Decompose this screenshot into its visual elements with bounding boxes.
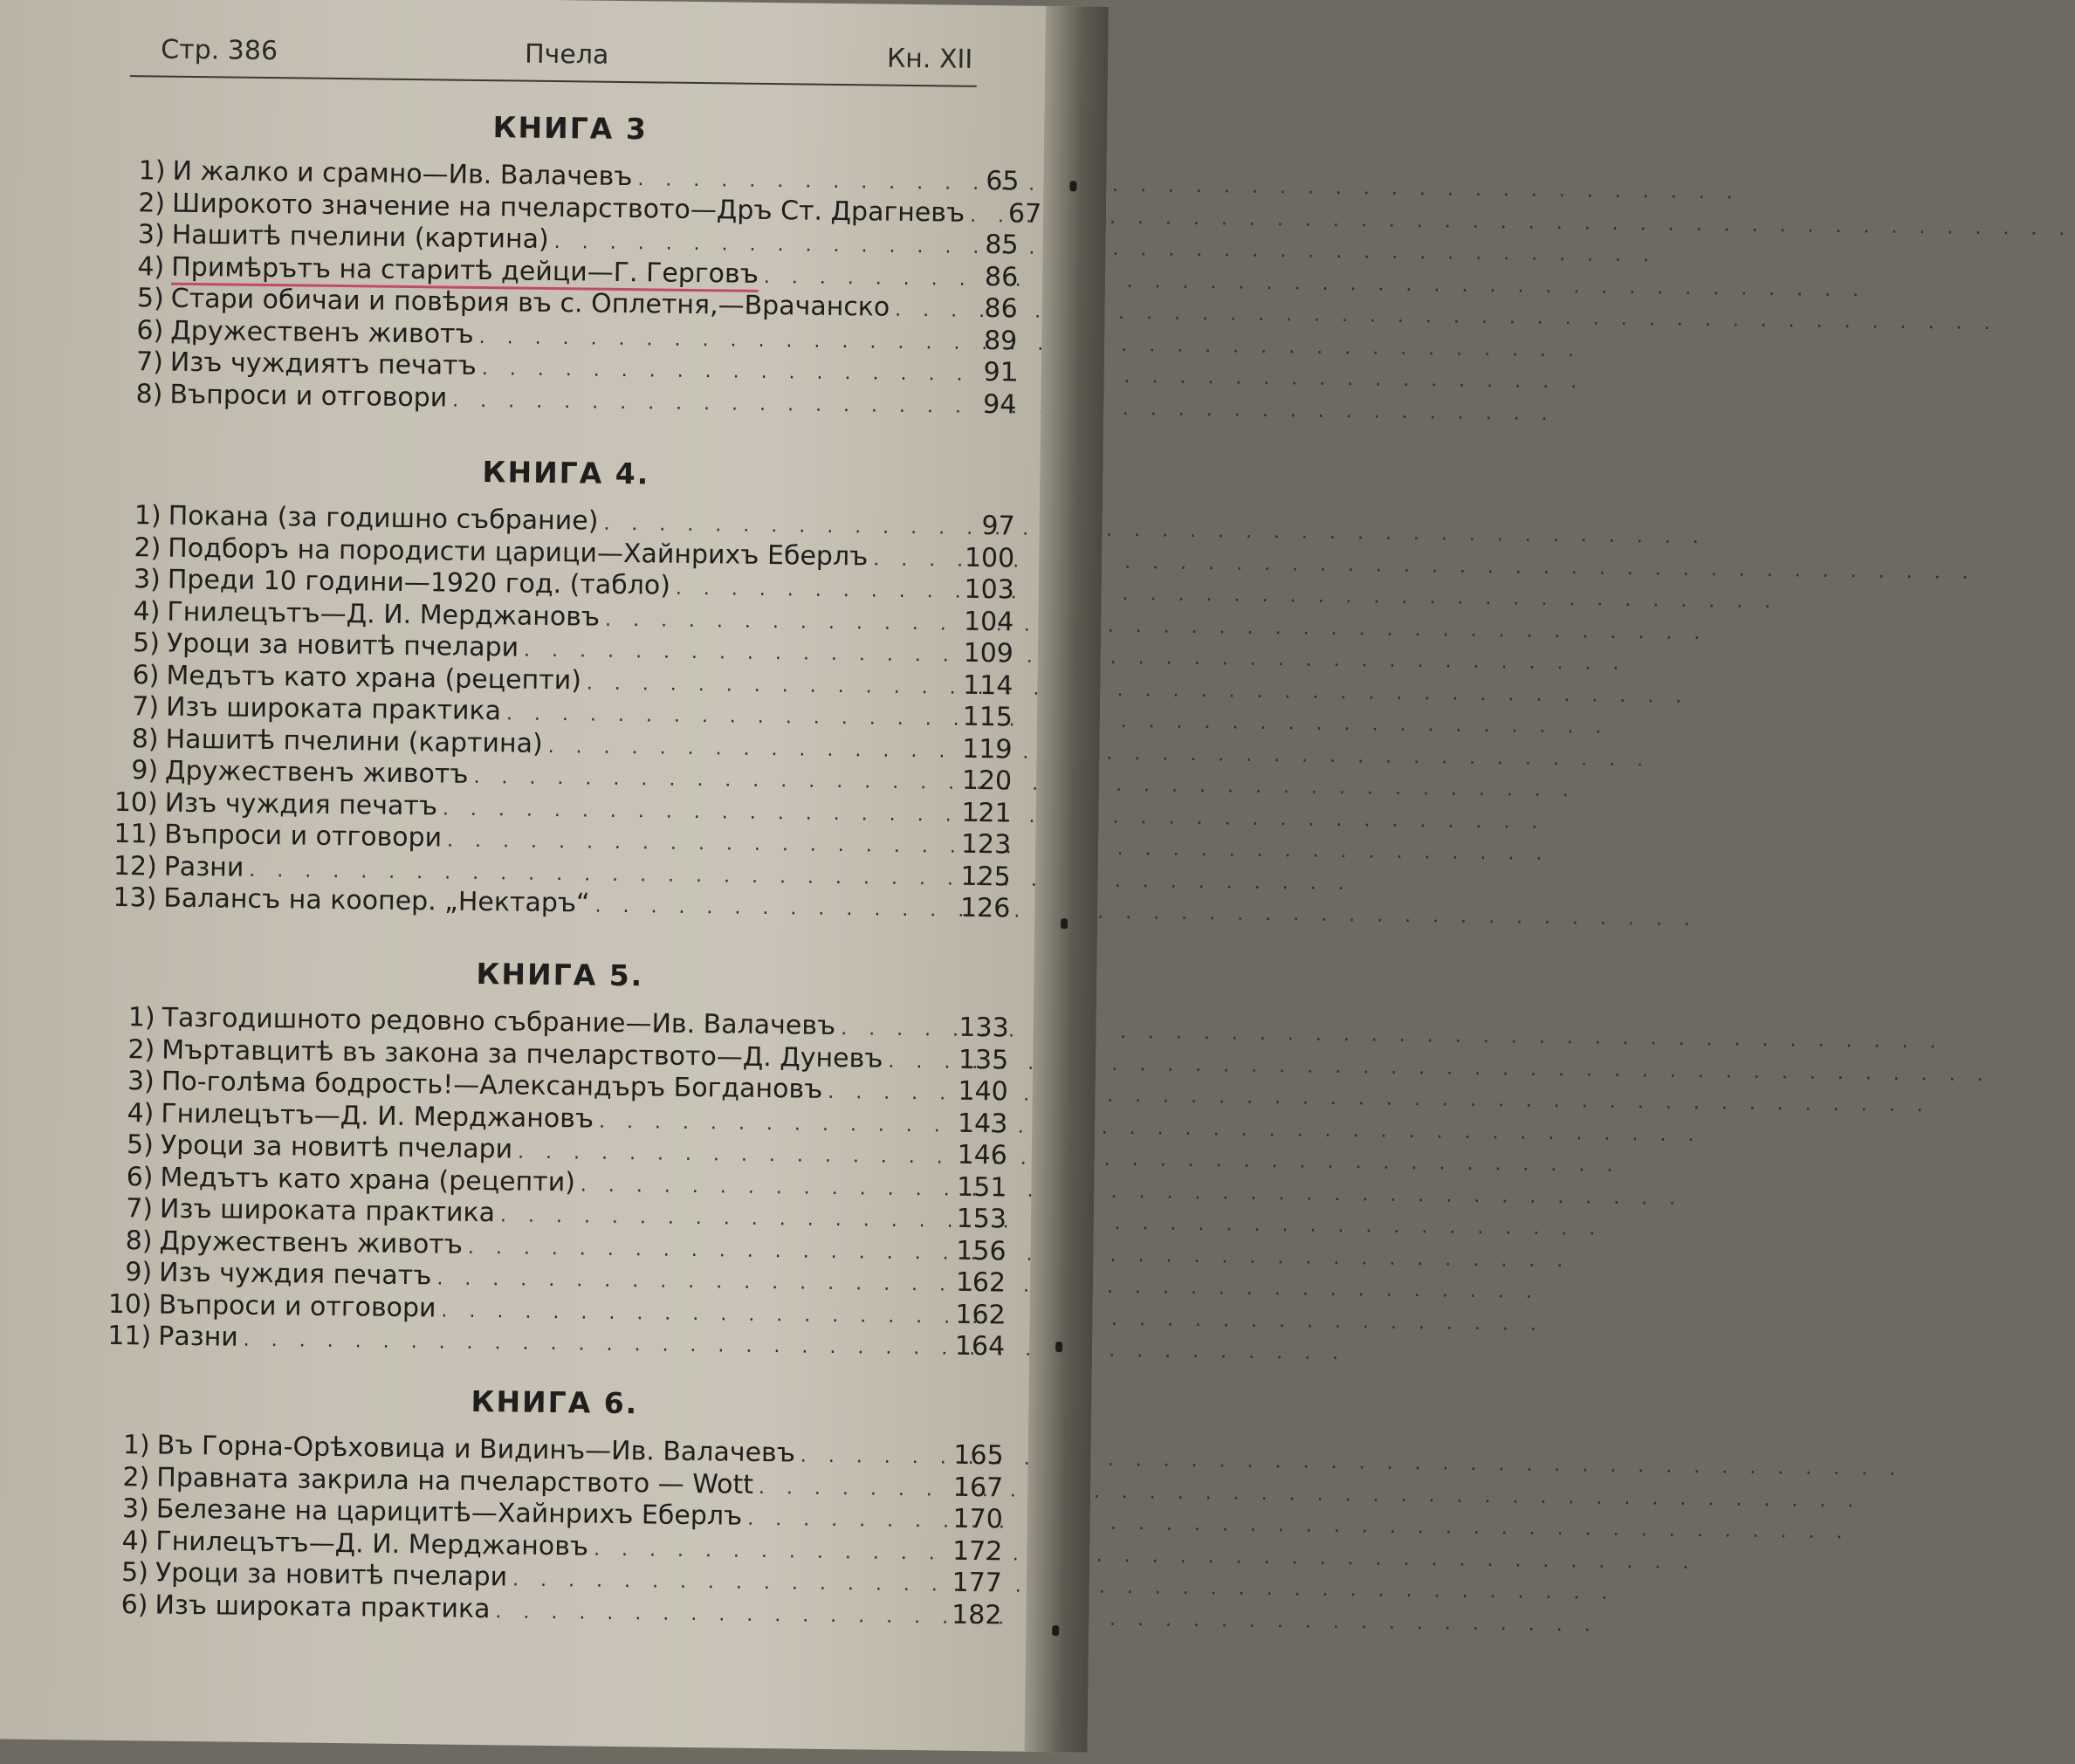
dot-leader [890,295,957,327]
dot-leader [589,891,949,928]
entry-page: 121 [961,797,1012,828]
entry-page: 120 [961,765,1013,797]
binding-stitch [1055,1342,1062,1352]
entry-title: Дружественъ животъ [159,1225,464,1260]
entry-title: Широкото значение на пчеларството—Дръ Ст. Драгневъ [171,188,965,229]
entry-page: 89 [983,325,1018,357]
dot-leader [753,1472,943,1506]
entry-title: Нашитѣ пчелини (картина) [171,219,549,255]
entry-number: 7) [135,347,164,378]
entry-page: 182 [951,1599,1002,1630]
entry-number: 1) [134,500,161,532]
entry-page: 103 [964,573,1014,606]
entry-title: Медътъ като храна (рецепти) [160,1162,576,1198]
entry-page: 156 [956,1235,1007,1266]
volume-label: Кн. XII [886,43,973,75]
entry-number: 5) [126,1129,155,1161]
book-section [102,1374,1004,1632]
entry-title: Стари обичаи и повѣрия въ с. Оплетня,—Врачанско [170,283,890,323]
entry-number: 11) [113,818,158,850]
entry-page: 153 [956,1203,1007,1235]
book-section [117,100,1042,422]
entry-number: 6) [136,314,164,347]
book-heading: КНИГА 3 [492,110,649,147]
entry-title: Въ Горна-Орѣховица и Видинъ—Ив. Валачевъ [156,1430,796,1469]
entry-page: 125 [960,861,1011,892]
entry-page: 140 [958,1075,1008,1108]
entry-page: 133 [958,1012,1009,1044]
entry-number: 1) [122,1430,150,1461]
entry-page: 67 [1007,197,1042,230]
book-section [111,444,1016,925]
entry-title: Разни [163,851,244,883]
dot-leader [575,1170,946,1206]
entry-title: Примѣрътъ на старитѣ дейци—Г. Герговъ [171,251,759,290]
entry-title: Въпроси и отговори [169,379,448,414]
entry-title: Нашитѣ пчелини (картина) [165,724,543,759]
entry-number: 11) [107,1320,152,1352]
entry-page: 164 [954,1330,1006,1362]
entry-title: Изъ чуждиятъ печатъ [169,347,478,381]
entry-number: 1) [138,155,166,187]
entry-title: Преди 10 години—1920 год. (табло) [167,564,671,601]
entry-title: Изъ чуждия печатъ [164,787,438,821]
book-section [106,946,1010,1363]
entry-title: Изъ чуждия печатъ [158,1257,432,1292]
entry-page: 162 [955,1266,1007,1299]
entry-page: 104 [963,606,1014,637]
entry-title: Изъ широката практика [155,1589,491,1624]
entry-title: Уроци за новитѣ пчелари [160,1129,513,1165]
entry-number: 5) [132,628,161,659]
dot-leader [670,573,953,608]
entry-number: 9) [125,1257,153,1288]
entry-page: 170 [952,1503,1003,1535]
entry-title: Медътъ като храна (рецепти) [166,660,582,696]
entry-title: Гнилецътъ—Д. И. Мерджановъ [155,1526,589,1562]
binding-stitch [1069,181,1076,191]
entry-number: 4) [121,1525,149,1556]
dot-leader [447,385,956,423]
entry-title: Изъ широката практика [159,1193,496,1229]
entry-page: 115 [962,701,1013,733]
entry-page: 100 [964,542,1015,573]
entry-title: Мъртавцитѣ въ закона за пчеларството—Д. Дуневъ [161,1034,883,1074]
binding-stitch [1052,1625,1059,1636]
dot-leader [742,1504,942,1538]
entry-title: Изъ широката практика [165,691,502,727]
entry-page: 114 [962,669,1013,701]
entry-number: 8) [125,1225,153,1256]
entry-page: 172 [952,1535,1003,1567]
entry-number: 2) [127,1033,155,1065]
dot-leader [795,1440,943,1474]
entry-page: 85 [985,230,1019,261]
dot-leader [868,544,953,577]
dot-leader [542,731,951,767]
entry-number: 4) [127,1097,155,1129]
entry-page: 109 [963,637,1014,669]
entry-number: 4) [137,251,165,283]
entry-title: Балансъ на коопер. „Нектаръ“ [163,882,590,919]
entry-title: Гнилецътъ—Д. И. Мерджановъ [167,596,601,633]
dot-leader [507,1564,941,1602]
entry-title: Разни [158,1321,239,1353]
entry-title: Подборъ на породисти царици—Хайнрихъ Еберлъ [168,532,869,572]
entry-page: 65 [986,166,1020,197]
entry-number: 4) [133,595,161,628]
entry-number: 6) [132,659,160,691]
entry-title: Гнилецътъ—Д. И. Мерджановъ [161,1098,594,1135]
entry-title: Тазгодишното редовно събрание—Ив. Валачевъ [161,1002,836,1042]
entry-number: 1) [127,1002,155,1033]
entry-page: 86 [984,261,1019,293]
entry-title: Белезане на царицитѣ—Хайнрихъ Еберлъ [155,1493,743,1532]
dot-leader [883,1046,947,1078]
dot-leader [965,200,980,232]
entry-title: Въпроси и отговори [158,1289,436,1323]
entry-number: 8) [131,723,159,755]
dot-leader [581,668,952,704]
entry-title: Уроци за новитѣ пчелари [166,628,519,663]
entry-page: 167 [952,1472,1004,1503]
running-header [161,30,972,78]
entry-title: Правната закрила на пчеларството — Wott [156,1462,754,1500]
entry-number: 9) [131,755,159,786]
entry-page: 126 [959,892,1011,924]
book-heading: КНИГА 6. [471,1383,639,1421]
entry-number: 3) [121,1493,150,1525]
entry-page: 146 [957,1139,1008,1171]
binding-stitch [1061,918,1068,929]
book-heading: КНИГА 4. [482,455,650,491]
dot-leader [519,635,952,673]
entry-page: 151 [956,1171,1007,1203]
entry-number: 13) [113,882,157,914]
book-heading: КНИГА 5. [476,956,644,993]
entry-number: 3) [133,564,161,595]
entry-page: 91 [983,357,1018,388]
entry-number: 6) [126,1161,154,1192]
entry-page: 165 [953,1439,1004,1472]
entry-number: 3) [127,1066,155,1097]
dot-leader [501,698,952,736]
entry-title: Въпроси и отговори [164,819,443,854]
entry-page: 177 [952,1567,1003,1599]
entry-page: 119 [962,733,1013,765]
entry-title: Уроци за новитѣ пчелари [155,1557,508,1593]
entry-number: 6) [120,1589,148,1620]
entry-title: Дружественъ животъ [164,755,469,790]
entry-title: По-голѣма бодрость!—Александъръ Богдановъ [161,1066,823,1105]
entry-page: 135 [958,1044,1009,1075]
entry-page: 97 [981,511,1015,542]
entry-number: 3) [137,219,165,251]
entry-number: 2) [134,532,161,564]
entry-page: 123 [960,828,1012,861]
entry-title: Покана (за годишно събрание) [168,500,599,537]
dot-leader [490,1596,940,1634]
dot-leader [495,1200,945,1238]
entry-number: 5) [120,1557,149,1589]
entry-number: 5) [136,283,165,314]
entry-number: 8) [135,378,163,410]
entry-page: 86 [984,293,1018,325]
page-number: Стр. 386 [161,34,278,67]
entry-number: 10) [107,1288,152,1320]
entry-page: 143 [957,1108,1008,1139]
entry-number: 2) [138,187,166,219]
dot-leader [835,1013,948,1047]
dot-leader [600,604,953,640]
entry-page: 162 [955,1299,1006,1330]
dot-leader [822,1077,947,1110]
entry-number: 7) [132,691,160,723]
entry-title: И жалко и срамно—Ив. Валачевъ [172,155,633,193]
journal-title: Пчела [524,38,609,71]
entry-number: 10) [113,786,158,819]
entry-number: 2) [122,1461,150,1493]
entry-page: 94 [982,388,1017,421]
dot-leader [594,1106,947,1142]
entry-number: 12) [113,850,158,882]
entry-number: 7) [126,1193,154,1225]
entry-title: Дружественъ животъ [170,315,474,350]
dot-leader [588,1534,942,1569]
dot-leader [512,1137,946,1175]
